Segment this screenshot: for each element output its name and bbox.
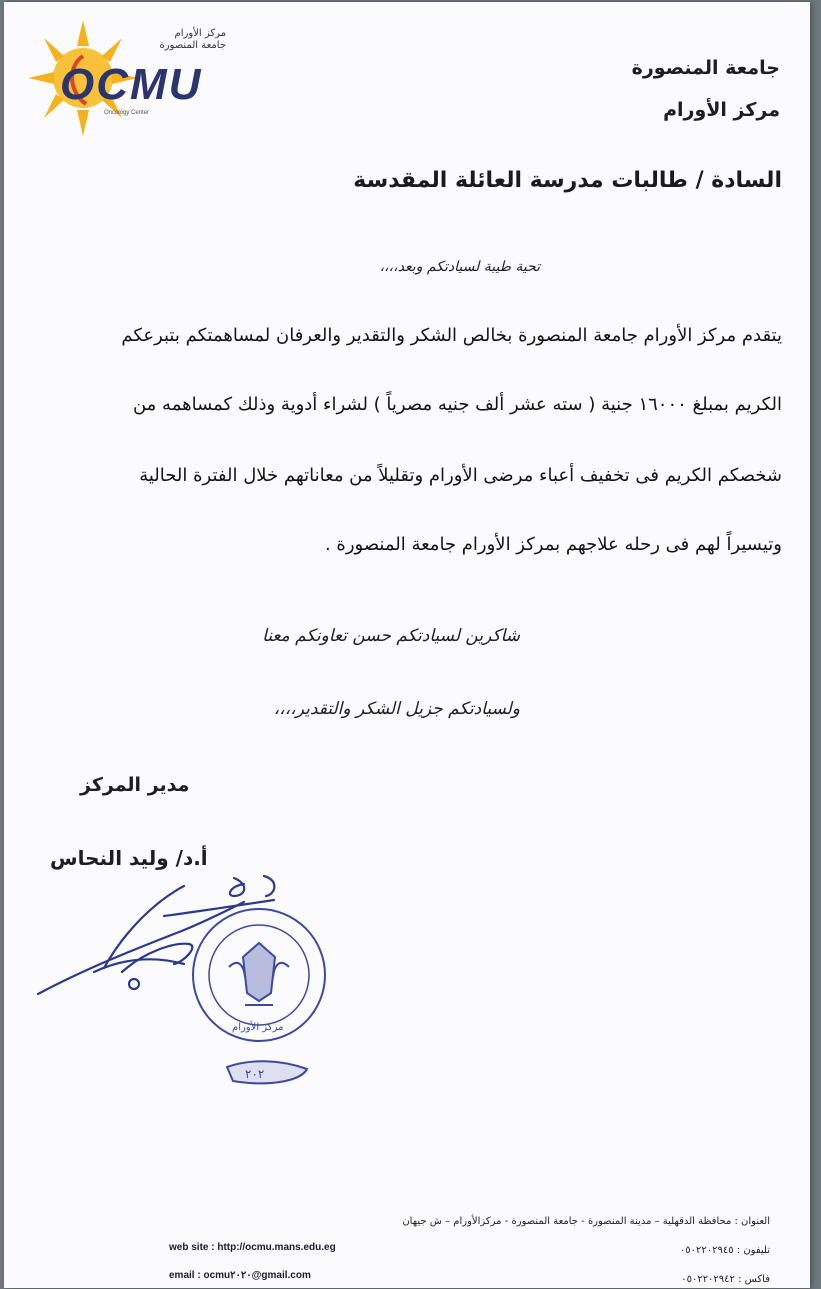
official-seal-icon xyxy=(189,897,339,1097)
body-line: وتيسيراً لهم فى رحله علاجهم بمركز الأورام جامعة المنصورة . xyxy=(324,534,782,555)
logo-org-center: مركز الأورام xyxy=(174,28,226,39)
footer-website-link[interactable]: web site : http://ocmu.mans.edu.eg xyxy=(169,1242,336,1253)
logo-org-university: جامعة المنصورة xyxy=(159,40,226,51)
greeting: تحية طيبة لسيادتكم وبعد،،،، xyxy=(379,259,540,275)
signatory-name: أ.د/ وليد النحاس xyxy=(50,846,208,870)
logo-wordmark: OCMU xyxy=(60,60,203,109)
body-line: يتقدم مركز الأورام جامعة المنصورة بخالص الشكر والتقدير والعرفان لمساهمتكم بتبرعكم xyxy=(121,325,782,346)
header-center: مركز الأورام xyxy=(663,99,780,121)
closing-line: شاكرين لسيادتكم حسن تعاونكم معنا xyxy=(262,626,520,646)
footer-address: العنوان : محافظة الدقهلية – مدينة المنصورة - جامعة المنصورة - مركزالأورام – ش جيهان xyxy=(402,1216,770,1227)
letter-page xyxy=(4,2,810,1288)
closing-line: ولسيادتكم جزيل الشكر والتقدير،،،، xyxy=(273,699,520,719)
header-university: جامعة المنصورة xyxy=(631,57,780,79)
footer-email-link[interactable]: email : ocmu٢٠٢٠@gmail.com xyxy=(169,1270,311,1281)
footer-phone: تليفون : ٠٥٠٢٢٠٢٩٤٥ xyxy=(679,1245,770,1256)
seal-text: مركز الأورام xyxy=(232,1022,284,1033)
signatory-title: مدير المركز xyxy=(80,774,190,796)
logo-subtitle: Oncology Center xyxy=(104,110,150,116)
svg-text:٢٠٢: ٢٠٢ xyxy=(245,1067,265,1081)
addressee: السادة / طالبات مدرسة العائلة المقدسة xyxy=(353,168,782,193)
body-line: شخصكم الكريم فى تخفيف أعباء مرضى الأورام وتقليلاً من معاناتهم خلال الفترة الحالية xyxy=(139,465,782,486)
footer-fax: فاكس : ٠٥٠٢٢٠٢٩٤٢ xyxy=(681,1274,770,1285)
body-line: الكريم بمبلغ ١٦٠٠٠ جنية ( سته عشر ألف جنيه مصرياً ) لشراء أدوية وذلك كمساهمه من xyxy=(132,394,782,415)
